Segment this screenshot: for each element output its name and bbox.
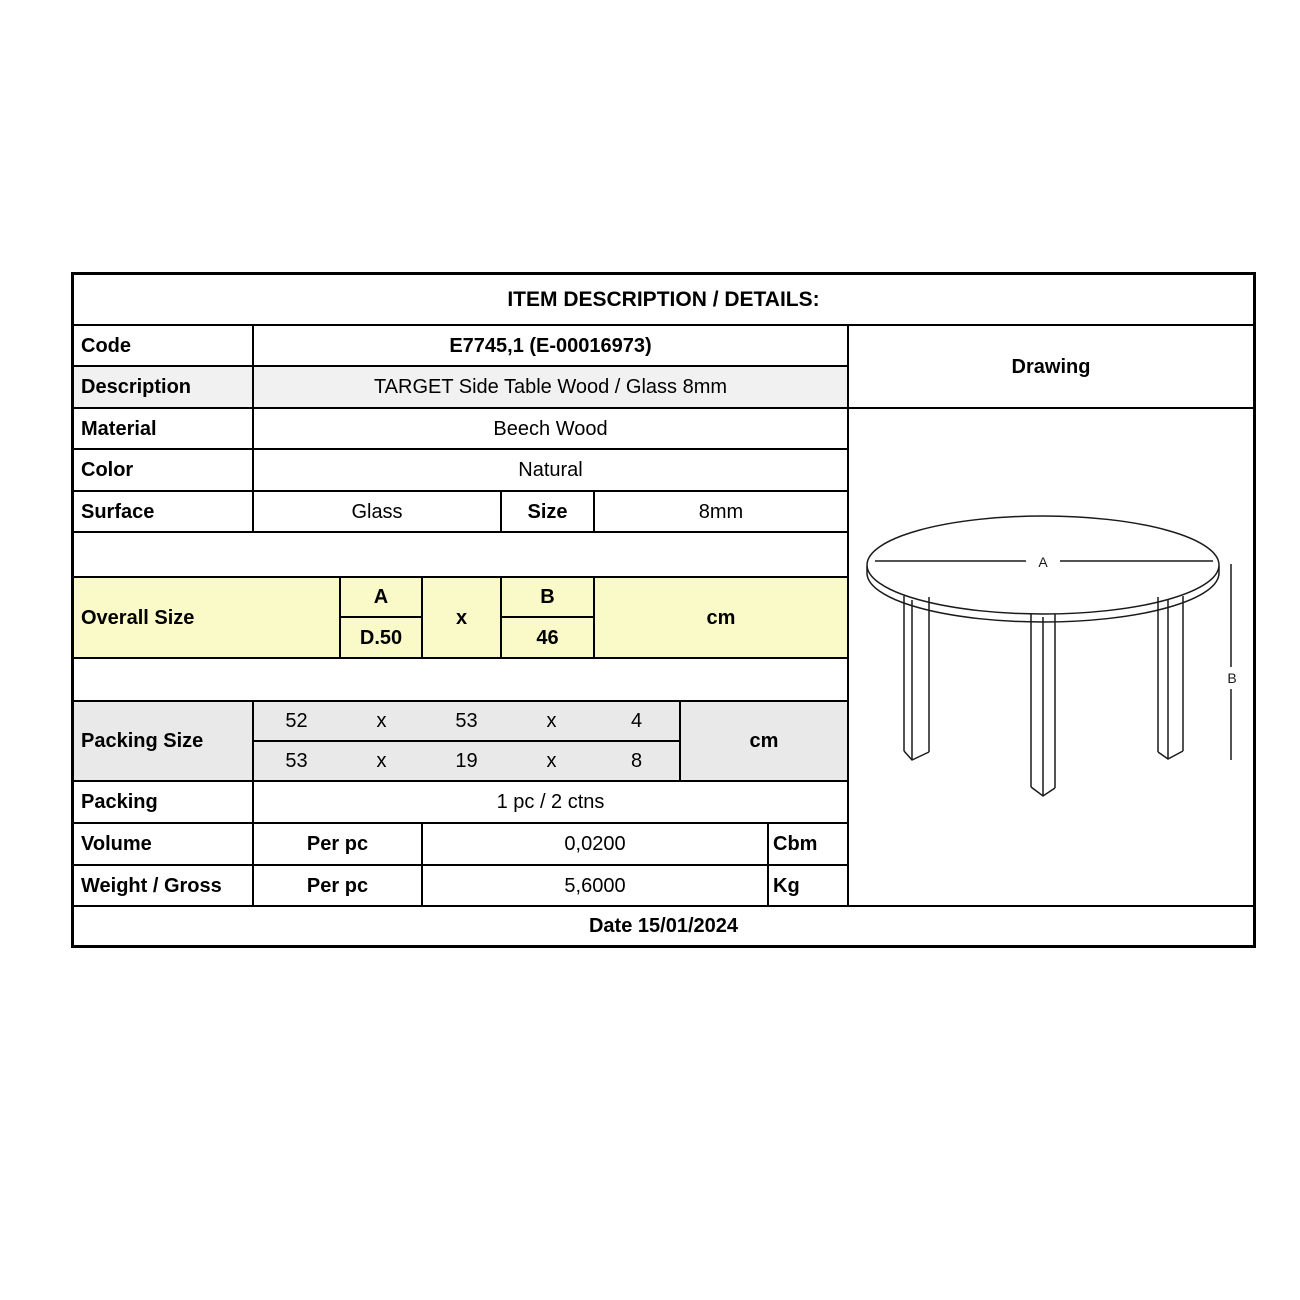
- packing-size-label: Packing Size: [74, 702, 254, 782]
- packing-size-r2-v1: 53: [285, 750, 308, 772]
- packing-size-r1-v3: 4: [630, 710, 643, 732]
- drawing-header: Drawing: [849, 326, 1253, 409]
- sheet-title: ITEM DESCRIPTION / DETAILS:: [74, 275, 1253, 326]
- packing-size-unit: cm: [681, 702, 849, 782]
- volume-label: Volume: [74, 824, 254, 866]
- dim-a-label: A: [1038, 554, 1048, 570]
- right-leg-foot: [1158, 751, 1183, 759]
- overall-size-b-header: B: [502, 578, 595, 618]
- packing-size-r2-x1: x: [376, 750, 387, 772]
- description-label: Description: [74, 367, 254, 409]
- volume-unit: Cbm: [769, 824, 849, 866]
- overall-size-a-header: A: [341, 578, 423, 618]
- material-label: Material: [74, 409, 254, 450]
- date-row: Date 15/01/2024: [588, 915, 738, 937]
- packing-size-row-1: [254, 702, 681, 742]
- packing-size-r1-v2: 53: [455, 710, 478, 732]
- volume-value: 0,0200: [423, 824, 769, 866]
- color-value: Natural: [254, 450, 849, 492]
- material-value: Beech Wood: [254, 409, 849, 450]
- overall-size-x-separator: x: [423, 578, 502, 659]
- surface-label: Surface: [74, 492, 254, 533]
- weight-label: Weight / Gross: [74, 866, 254, 907]
- drawing-area: [849, 409, 1253, 907]
- volume-per-pc: Per pc: [254, 824, 423, 866]
- surface-size-label: Size: [502, 492, 595, 533]
- weight-value: 5,6000: [423, 866, 769, 907]
- weight-unit: Kg: [769, 866, 849, 907]
- packing-value: 1 pc / 2 ctns: [254, 782, 849, 824]
- packing-size-r1-x1: x: [376, 710, 387, 732]
- left-leg-foot: [904, 751, 929, 760]
- overall-size-a-value: D.50: [341, 618, 423, 659]
- surface-value: Glass: [254, 492, 502, 533]
- packing-size-r2-x2: x: [546, 750, 557, 772]
- packing-label: Packing: [74, 782, 254, 824]
- code-label: Code: [74, 326, 254, 367]
- code-value: E7745,1 (E-00016973): [254, 326, 849, 367]
- overall-size-label: Overall Size: [74, 578, 341, 659]
- color-label: Color: [74, 450, 254, 492]
- weight-per-pc: Per pc: [254, 866, 423, 907]
- overall-size-unit: cm: [595, 578, 849, 659]
- description-value: TARGET Side Table Wood / Glass 8mm: [254, 367, 849, 409]
- spacer-row-2: [74, 659, 849, 702]
- packing-size-row-2: [254, 742, 681, 782]
- overall-size-b-value: 46: [502, 618, 595, 659]
- spacer-row-1: [74, 533, 849, 578]
- packing-size-r1-x2: x: [546, 710, 557, 732]
- packing-size-r1-v1: 52: [285, 710, 308, 732]
- surface-size-value: 8mm: [595, 492, 849, 533]
- dim-b-label: B: [1227, 670, 1237, 686]
- item-description-table: [71, 272, 1256, 948]
- packing-size-r2-v2: 19: [455, 750, 478, 772]
- packing-size-r2-v3: 8: [630, 750, 643, 772]
- table-drawing: [849, 409, 1253, 906]
